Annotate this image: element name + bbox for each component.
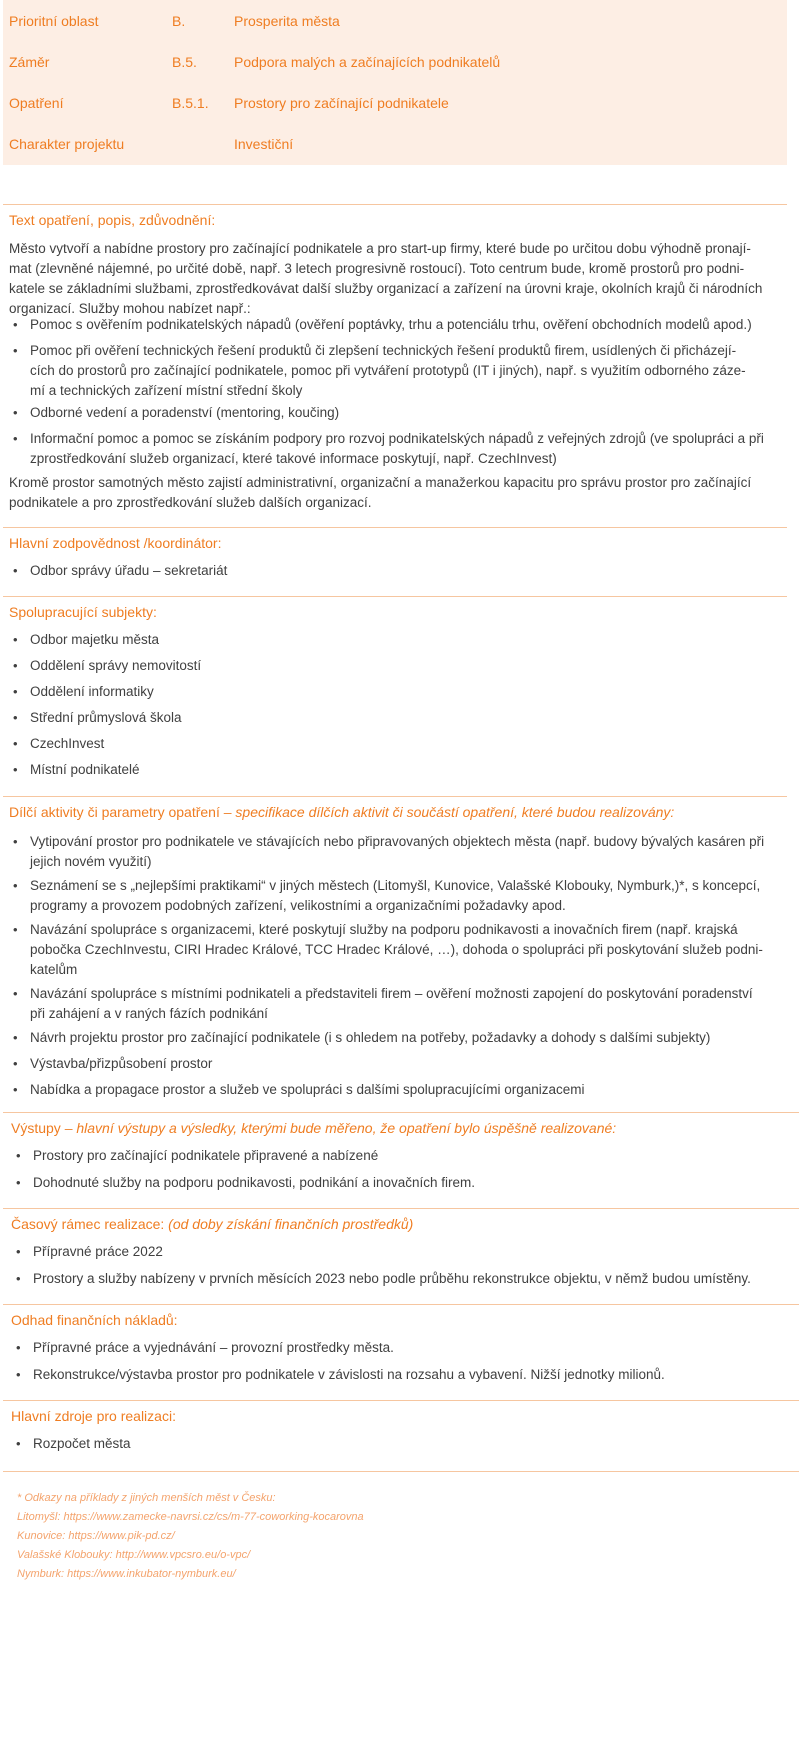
list-item-text: Výstavba/přizpůsobení prostor [30, 1056, 213, 1071]
bullet-icon: • [16, 1271, 21, 1286]
list-item-text: Přípravné práce a vyjednávání – provozní prostředky města. [33, 1340, 394, 1355]
text-line: podnikatele a pro zprostředkování služeb dalších organizací. [9, 495, 372, 510]
list-item-text: zprostředkování služeb organizací, které takové informace poskytují, např. CzechInvest) [30, 451, 557, 466]
list-item-text: pobočka CzechInvestu, CIRI Hradec Králové, TCC Hradec Králové, …), dohoda o spolupráci při poskytování služeb podni- [30, 942, 763, 957]
section-divider [3, 1471, 799, 1472]
bullet-icon: • [13, 405, 18, 420]
list-item-text: jejich novém využití) [30, 854, 152, 869]
header-label: Prioritní oblast [9, 13, 99, 29]
list-item-text: Přípravné práce 2022 [33, 1244, 163, 1259]
header-label: Charakter projektu [9, 136, 125, 152]
section-divider [3, 1304, 799, 1305]
list-item-text: Navázání spolupráce s místními podnikateli a představiteli firem – ověření možnosti zapojení do poskytování poradenství [30, 986, 753, 1001]
section-divider [3, 596, 787, 597]
list-item-text: Místní podnikatelé [30, 762, 140, 777]
bullet-icon: • [13, 563, 18, 578]
header-value: Prosperita města [234, 13, 340, 29]
list-item-text: Vytipování prostor pro podnikatele ve stávajících nebo připravovaných objektech města (např. budovy bývalých kasáren při [30, 834, 765, 849]
footnote-link: Valašské Klobouky: http://www.vpcsro.eu/o-vpc/ [17, 1549, 251, 1561]
footnote-link: Kunovice: https://www.pik-pd.cz/ [17, 1530, 175, 1542]
bullet-icon: • [13, 986, 18, 1001]
bullet-icon: • [13, 431, 18, 446]
header-code: B.5. [172, 54, 197, 70]
header-row-measure [3, 93, 787, 113]
bullet-icon: • [16, 1436, 21, 1451]
bullet-icon: • [13, 658, 18, 673]
bullet-icon: • [16, 1148, 21, 1163]
title-note: – hlavní výstupy a výsledky, kterými bude měřeno, že opatření bylo úspěšně realizované: [60, 1120, 617, 1136]
section-title-timeframe [11, 1215, 413, 1233]
list-item-text: Informační pomoc a pomoc se získáním podpory pro rozvoj podnikatelských nápadů z veřejných zdrojů (ve spolupráci a při [30, 431, 764, 446]
list-item-text: Střední průmyslová škola [30, 710, 182, 725]
list-item-text: Prostory pro začínající podnikatele připravené a nabízené [33, 1148, 379, 1163]
bullet-icon: • [13, 710, 18, 725]
header-value: Prostory pro začínající podnikatele [234, 95, 449, 111]
list-item-text: programy a provozem podobných zařízení, velikostními a organizačními požadavky apod. [30, 898, 566, 913]
list-item-text: Prostory a služby nabízeny v prvních měsících 2023 nebo podle průběhu rekonstrukce objektu, v němž budou umístěny. [33, 1271, 751, 1286]
text-line: Město vytvoří a nabídne prostory pro začínající podnikatele a pro start-up firmy, které bude po určitou dobu výhodně pronají- [9, 241, 751, 256]
list-item-text: Nabídka a propagace prostor a služeb ve spolupráci s dalšími spolupracujícími organizacemi [30, 1082, 585, 1097]
list-item-text: Odbor správy úřadu – sekretariát [30, 563, 228, 578]
section-title-outputs [11, 1119, 616, 1137]
list-item-text: Navázání spolupráce s organizacemi, které poskytují služby na podporu podnikavosti a inovačních firem (např. krajská [30, 922, 738, 937]
text-line: katele se základními službami, zprostředkovávat další služby organizací a zařízení na úrovni kraje, okolních krajů či národních [9, 281, 763, 296]
bullet-icon: • [13, 684, 18, 699]
list-item-text: Pomoc při ověření technických řešení produktů či zlepšení technických řešení produktů firem, usídlených či přicházejí- [30, 343, 737, 358]
bullet-icon: • [16, 1367, 21, 1382]
section-title-costs: Odhad finančních nákladů: [11, 1312, 178, 1328]
list-item-text: mí a technických zařízení místní střední školy [30, 383, 303, 398]
list-item-text: Rekonstrukce/výstavba prostor pro podnikatele v závislosti na rozsahu a vybavení. Nižší jednotky milionů. [33, 1367, 665, 1382]
footnote-link: Litomyšl: https://www.zamecke-navrsi.cz/cs/m-77-coworking-kocarovna [17, 1511, 364, 1523]
text-line: Kromě prostor samotných město zajistí administrativní, organizační a manažerkou kapacitu pro správu prostor pro začínající [9, 475, 752, 490]
list-item-text: Návrh projektu prostor pro začínající podnikatele (i s ohledem na potřeby, požadavky a dohody s dalšími subjekty) [30, 1030, 711, 1045]
section-divider [3, 1208, 799, 1209]
bullet-icon: • [13, 1030, 18, 1045]
bullet-icon: • [13, 834, 18, 849]
footnote-link: Nymburk: https://www.inkubator-nymburk.eu/ [17, 1568, 236, 1580]
section-divider [3, 1112, 799, 1113]
list-item-text: Odborné vedení a poradenství (mentoring, koučing) [30, 405, 340, 420]
bullet-icon: • [13, 922, 18, 937]
section-title-text: Text opatření, popis, zdůvodnění: [9, 212, 216, 228]
text-line: mat (zlevněné nájemné, po určité době, např. 3 letech progresivně rostoucí). Toto centrum bude, kromě prostorů pro podni- [9, 261, 745, 276]
section-title-sources: Hlavní zdroje pro realizaci: [11, 1408, 176, 1424]
section-title-activities [9, 803, 674, 821]
list-item-text: CzechInvest [30, 736, 105, 751]
section-title-partners: Spolupracující subjekty: [9, 604, 157, 620]
header-row-priority [3, 11, 787, 31]
project-header-table [3, 0, 787, 165]
bullet-icon: • [13, 632, 18, 647]
title-main: Dílčí aktivity či parametry opatření [9, 804, 220, 820]
title-note: (od doby získání finančních prostředků) [168, 1216, 414, 1232]
bullet-icon: • [13, 878, 18, 893]
bullet-icon: • [13, 317, 18, 332]
header-value: Podpora malých a začínajících podnikatelů [234, 54, 501, 70]
list-item-text: katelům [30, 962, 78, 977]
outro-paragraph [9, 473, 784, 513]
list-item-text: Oddělení informatiky [30, 684, 154, 699]
list-item-text: Rozpočet města [33, 1436, 131, 1451]
bullet-icon: • [13, 736, 18, 751]
bullet-icon: • [13, 343, 18, 358]
header-label: Opatření [9, 95, 64, 111]
title-main: Výstupy [11, 1120, 61, 1136]
section-divider [3, 1400, 799, 1401]
title-note: – specifikace dílčích aktivit či součástí opatření, které budou realizovány: [219, 804, 675, 820]
bullet-icon: • [13, 762, 18, 777]
header-row-intent [3, 52, 787, 72]
list-item-text: cích do prostorů pro začínající podnikatele, pomoc při vytváření prototypů (IT i jiných), např. s využitím odborného záze- [30, 363, 746, 378]
section-divider [3, 527, 787, 528]
bullet-icon: • [13, 1082, 18, 1097]
intro-paragraph [9, 239, 784, 319]
title-main: Časový rámec realizace: [11, 1216, 169, 1232]
bullet-icon: • [16, 1340, 21, 1355]
bullet-icon: • [13, 1056, 18, 1071]
bullet-icon: • [16, 1244, 21, 1259]
section-divider [3, 204, 787, 205]
text-line: organizací. Služby mohou nabízet např.: [9, 301, 251, 316]
header-row-character [3, 134, 787, 154]
list-item-text: Odbor majetku města [30, 632, 160, 647]
header-code: B.5.1. [172, 95, 209, 111]
footnote-heading: * Odkazy na příklady z jiných menších měst v Česku: [17, 1492, 276, 1504]
header-code: B. [172, 13, 186, 29]
header-label: Záměr [9, 54, 50, 70]
list-item-text: Oddělení správy nemovitostí [30, 658, 202, 673]
bullet-icon: • [16, 1175, 21, 1190]
list-item-text: Seznámení se s „nejlepšími praktikami“ v jiných městech (Litomyšl, Kunovice, Valašské Klobouky, Nymburk,)*, s koncepcí, [30, 878, 761, 893]
section-title-responsible: Hlavní zodpovědnost /koordinátor: [9, 535, 222, 551]
list-item-text: při zahájení a v raných fázích podnikání [30, 1006, 268, 1021]
list-item-text: Dohodnuté služby na podporu podnikavosti, podnikání a inovačních firem. [33, 1175, 476, 1190]
list-item-text: Pomoc s ověřením podnikatelských nápadů (ověření poptávky, trhu a potenciálu trhu, ověření obchodních modelů apod.) [30, 317, 752, 332]
header-value: Investiční [234, 136, 294, 152]
section-divider [3, 796, 787, 797]
